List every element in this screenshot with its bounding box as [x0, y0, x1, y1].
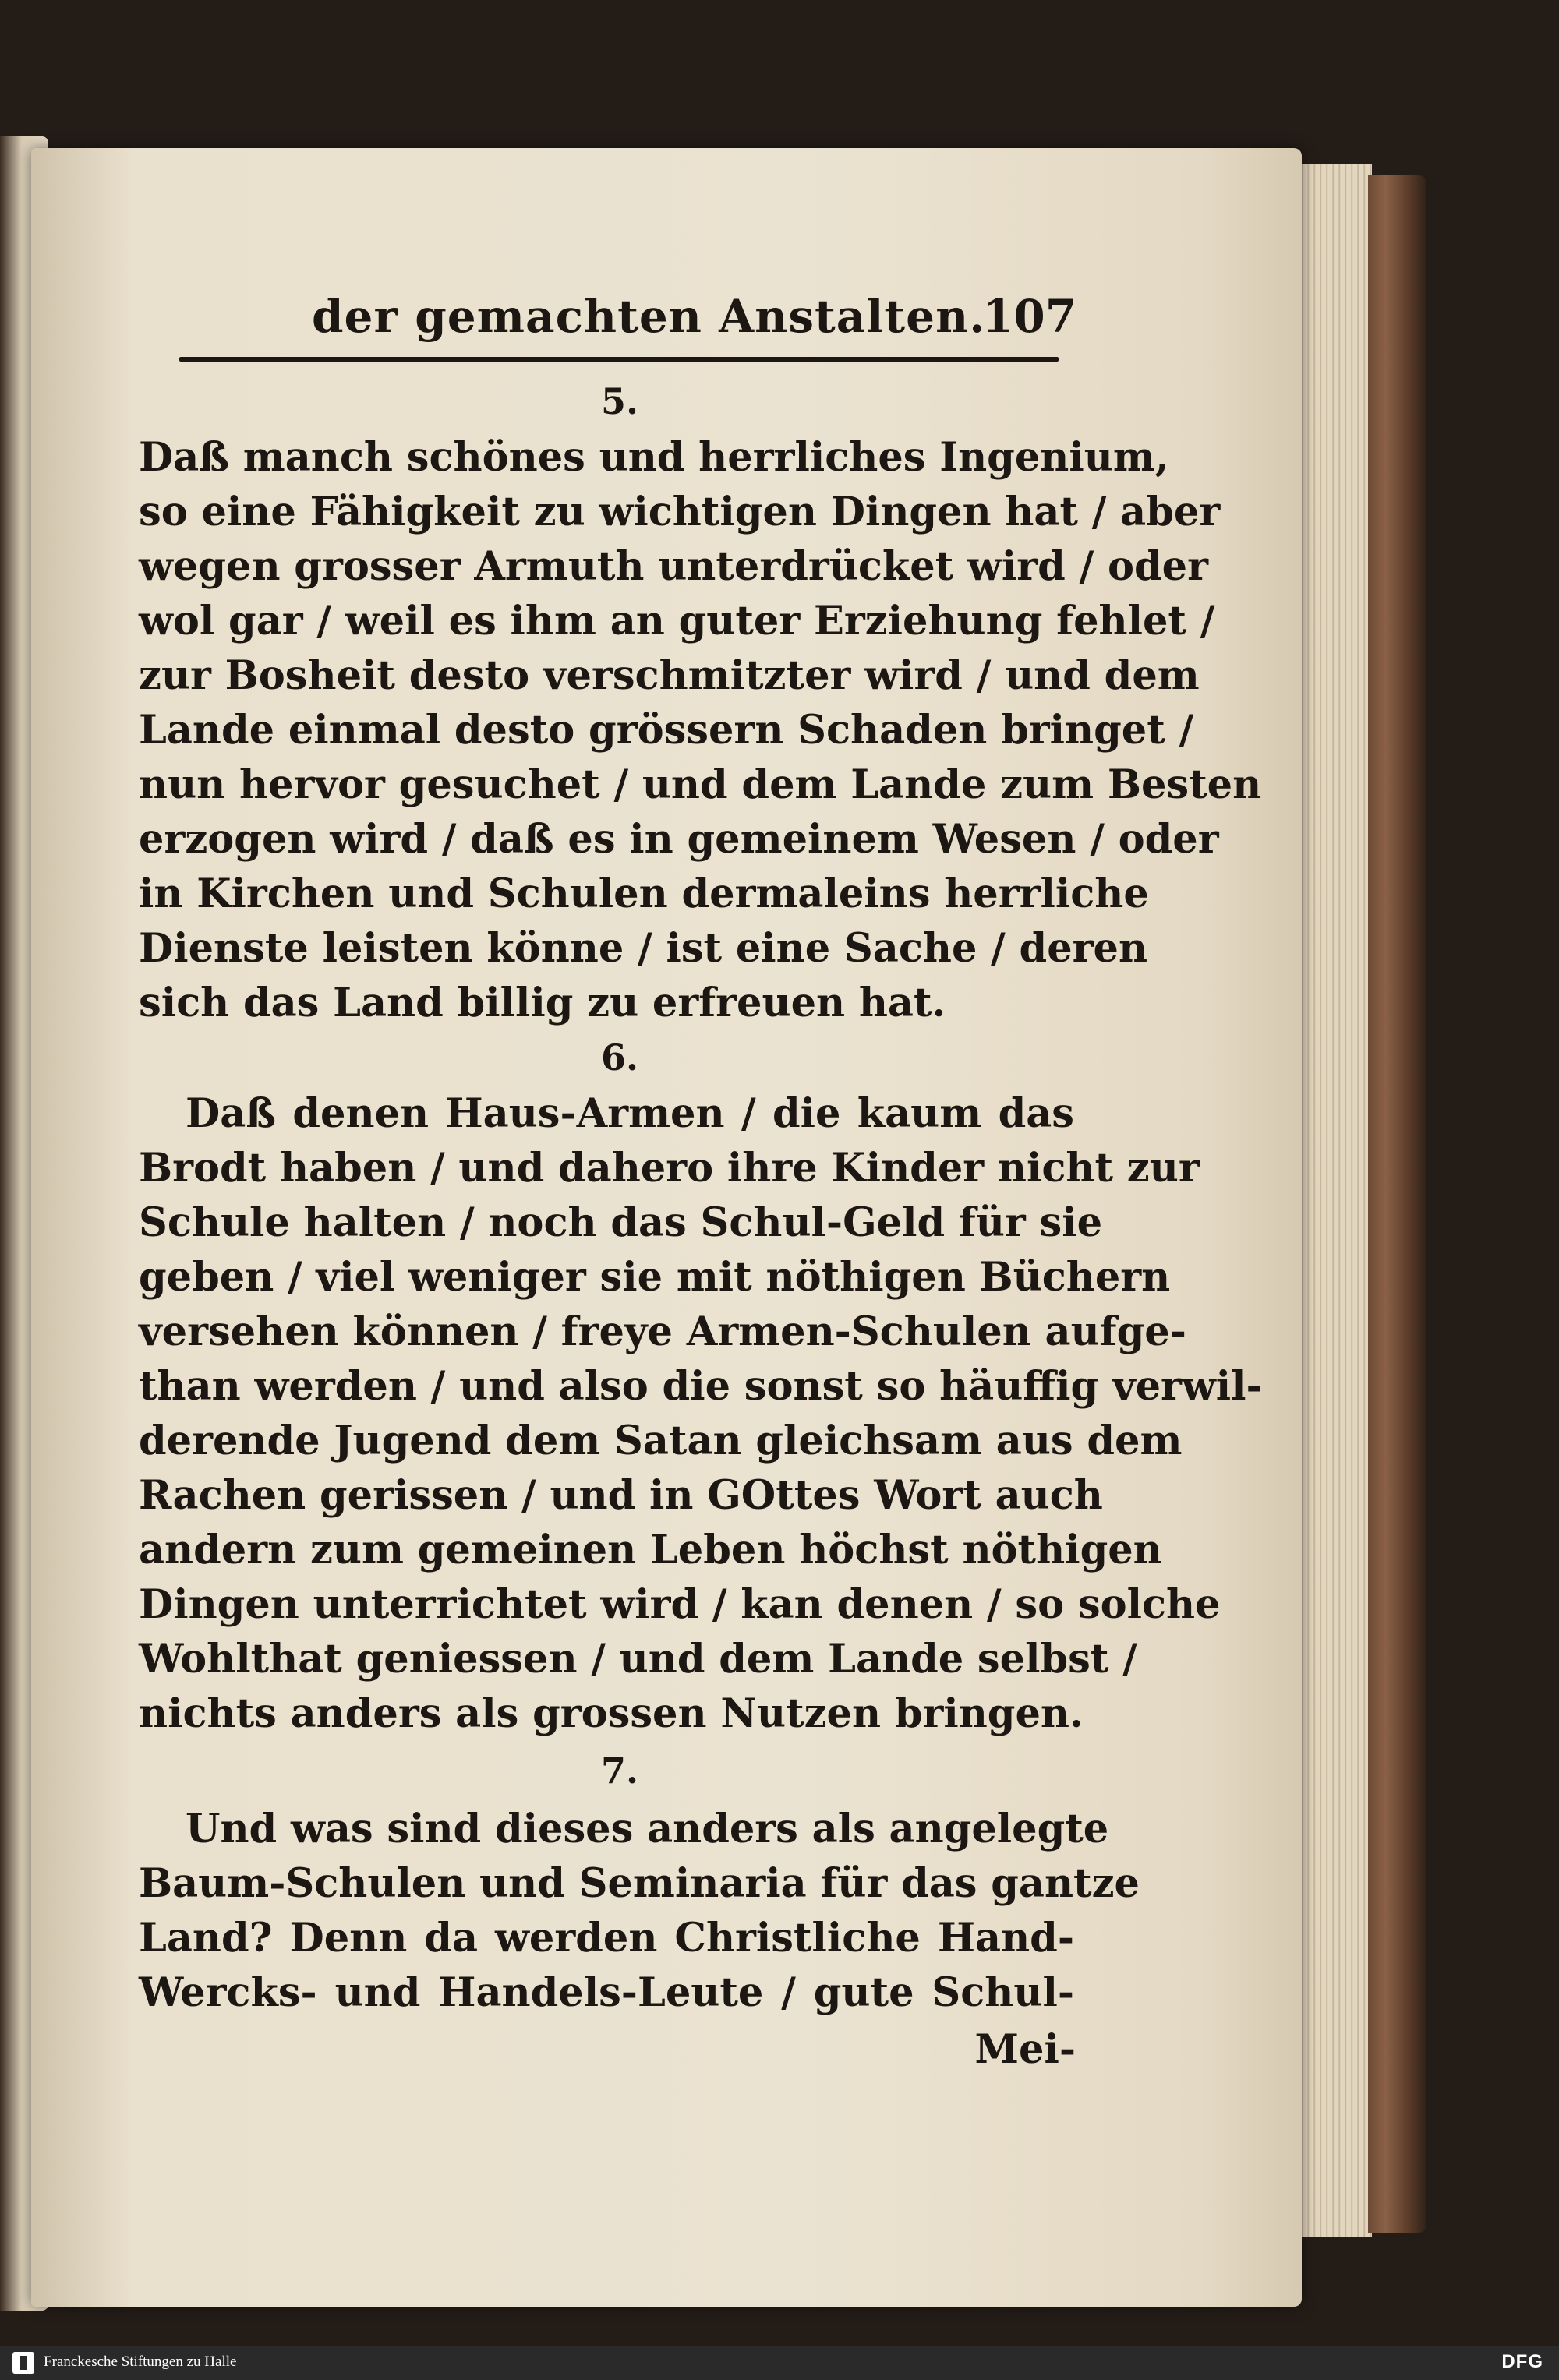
text-line: Brodt haben / und dahero ihre Kinder nicht zur — [139, 1145, 1200, 1192]
text-line: Land? Denn da werden Christliche Hand- — [139, 1915, 1074, 1962]
text-line: derende Jugend dem Satan gleichsam aus dem — [139, 1418, 1183, 1464]
catchword: Mei- — [974, 2026, 1076, 2073]
text-line: nichts anders als grossen Nutzen bringen. — [139, 1690, 1084, 1737]
text-line: versehen können / freye Armen-Schulen aufge- — [139, 1308, 1186, 1355]
text-line: Daß denen Haus-Armen / die kaum das — [186, 1090, 1074, 1137]
text-line: sich das Land billig zu erfreuen hat. — [139, 980, 946, 1026]
text-line: Daß manch schönes und herrliches Ingenium, — [139, 434, 1169, 481]
page-number: 107 — [982, 290, 1077, 343]
text-line: so eine Fähigkeit zu wichtigen Dingen hat / aber — [139, 489, 1221, 535]
book-cover — [1368, 175, 1426, 2233]
header-rule — [179, 357, 1059, 362]
text-line: Lande einmal desto grössern Schaden bringet / — [139, 707, 1194, 754]
text-line: erzogen wird / daß es in gemeinem Wesen / oder — [139, 816, 1219, 863]
text-line: zur Bosheit desto verschmitzter wird / und dem — [139, 652, 1200, 699]
text-line: wol gar / weil es ihm an guter Erziehung fehlet / — [139, 598, 1215, 644]
text-line: geben / viel weniger sie mit nöthigen Büchern — [139, 1254, 1171, 1301]
section-number-7: 7. — [600, 1750, 639, 1792]
text-line: Baum-Schulen und Seminaria für das gantze — [139, 1860, 1140, 1907]
text-line: Und was sind dieses anders als angelegte — [186, 1806, 1109, 1852]
text-line: nun hervor gesuchet / und dem Lande zum Besten — [139, 761, 1262, 808]
institution-name: Franckesche Stiftungen zu Halle — [44, 2354, 237, 2370]
text-line: wegen grosser Armuth unterdrücket wird / oder — [139, 543, 1208, 590]
section-number-6: 6. — [600, 1036, 639, 1079]
institution-logo-icon — [12, 2352, 34, 2374]
text-line: Dingen unterrichtet wird / kan denen / so solche — [139, 1581, 1221, 1628]
running-header: der gemachten Anstalten. — [312, 290, 986, 343]
text-line: Dienste leisten könne / ist eine Sache / deren — [139, 925, 1148, 972]
text-line: Schule halten / noch das Schul-Geld für sie — [139, 1199, 1103, 1246]
text-line: Wercks- und Handels-Leute / gute Schul- — [139, 1969, 1074, 2016]
text-line: Wohlthat geniessen / und dem Lande selbst / — [139, 1636, 1137, 1683]
text-line: in Kirchen und Schulen dermaleins herrliche — [139, 870, 1149, 917]
dfg-logo: DFG — [1501, 2351, 1543, 2372]
section-number-5: 5. — [600, 380, 639, 422]
text-line: than werden / und also die sonst so häuffig verwil- — [139, 1363, 1263, 1410]
footer-bar — [0, 2346, 1559, 2380]
text-line: Rachen gerissen / und in GOttes Wort auch — [139, 1472, 1103, 1519]
text-line: andern zum gemeinen Leben höchst nöthigen — [139, 1527, 1162, 1573]
